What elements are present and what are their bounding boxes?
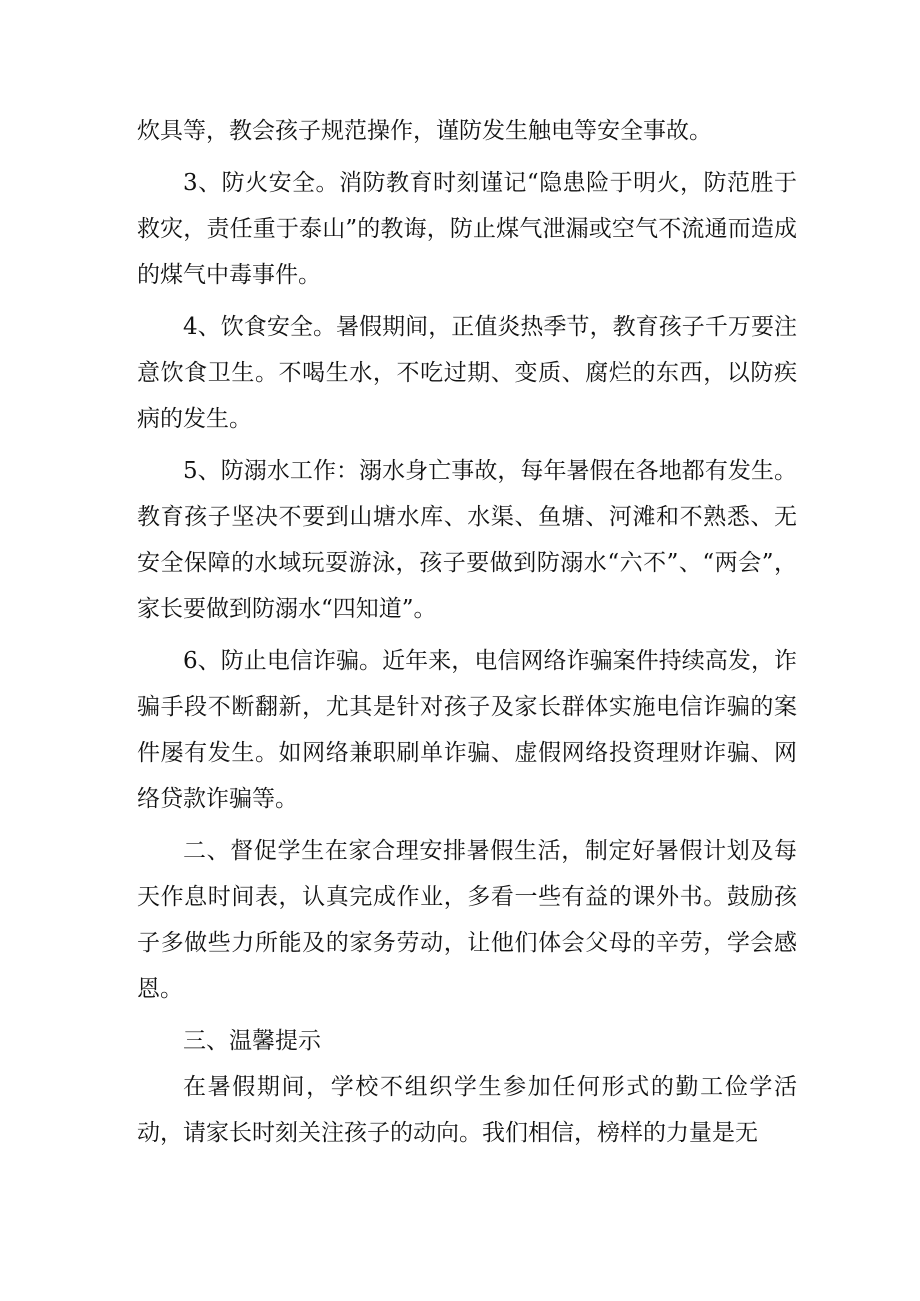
paragraph-fire-safety: 3、防火安全。消防教育时刻谨记“隐患险于明火，防范胜于救灾，责任重于泰山”的教诲，防止煤气泄漏或空气不流通而造成的煤气中毒事件。	[137, 170, 797, 288]
paragraph-summer-planning: 二、督促学生在家合理安排暑假生活，制定好暑假计划及每天作息时间表，认真完成作业，多看一些有益的课外书。鼓励孩子多做些力所能及的家务劳动，让他们体会父母的辛劳，学会感恩。	[137, 838, 797, 1002]
document-body	[137, 108, 797, 1156]
paragraph-tips-body: 在暑假期间，学校不组织学生参加任何形式的勤工俭学活动，请家长时刻关注孩子的动向。我们相信，榜样的力量是无	[137, 1074, 797, 1146]
paragraph-continuation: 炊具等，教会孩子规范操作，谨防发生触电等安全事故。	[137, 118, 712, 144]
paragraph-drowning-prevention: 5、防溺水工作：溺水身亡事故，每年暑假在各地都有发生。教育孩子坚决不要到山塘水库、水渠、鱼塘、河滩和不熟悉、无安全保障的水域玩耍游泳，孩子要做到防溺水“六不”、“两会”，家长要做到防溺水“四知道”。	[137, 458, 797, 622]
paragraph-food-safety: 4、饮食安全。暑假期间，正值炎热季节，教育孩子千万要注意饮食卫生。不喝生水，不吃过期、变质、腐烂的东西，以防疾病的发生。	[137, 314, 797, 432]
section-heading-tips: 三、温馨提示	[183, 1028, 321, 1054]
paragraph-telecom-fraud: 6、防止电信诈骗。近年来，电信网络诈骗案件持续高发，诈骗手段不断翻新，尤其是针对孩子及家长群体实施电信诈骗的案件屡有发生。如网络兼职刷单诈骗、虚假网络投资理财诈骗、网络贷款诈骗等。	[137, 648, 797, 812]
